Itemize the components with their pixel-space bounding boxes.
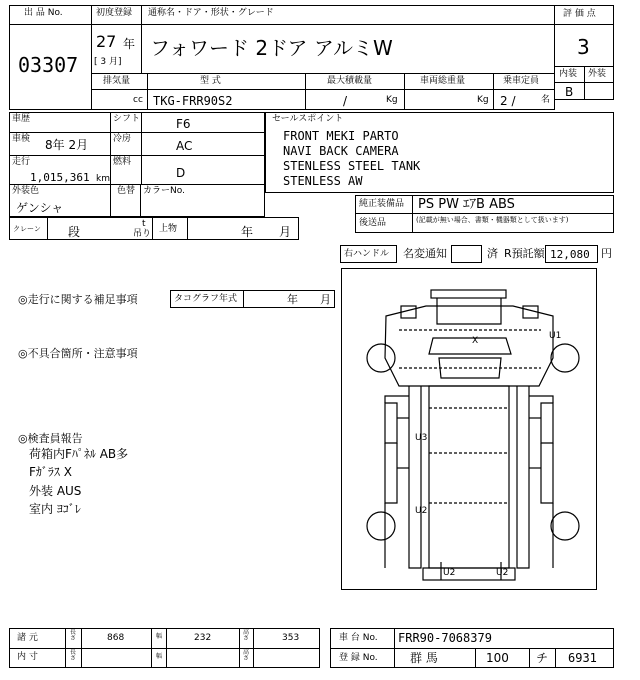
tachograph-label: タコグラフ年式 [174,294,238,304]
history-label: 車歴 [12,114,31,124]
shift-value: F6 [176,117,191,131]
tachograph-tsuki: 月 [320,293,331,306]
length-label: 長さ [69,629,76,642]
upper-body-tsuki: 月 [279,225,292,239]
inspector-report-label: ◎検査員報告 [18,432,83,445]
gross-weight-unit: Kg [477,95,489,105]
vehicle-name-label: 通称名・ドア・形状・グレード [148,8,274,18]
model-label: 型 式 [200,76,221,86]
damage-mark-u3: U3 [415,433,428,443]
crane-label: クレーン [13,225,41,233]
capacity-label: 乗車定員 [503,76,540,86]
sales-point-label: セールスポイント [272,114,344,124]
crane-dan: 段 [68,225,81,239]
upper-body-label: 上物 [159,224,178,234]
max-load-label: 最大積載量 [327,76,373,86]
length-label-inner: 長さ [69,649,76,662]
length-value: 868 [107,633,125,643]
options-value: PS PW ｴｱB ABS [418,197,515,212]
aftermarket-label: 後送品 [359,218,387,228]
chassis-label: 車 台 No. [339,633,378,643]
gross-weight-label: 車両総重量 [420,76,466,86]
inspection-label: 車検 [12,134,31,144]
sales-point-2: NAVI BACK CAMERA [283,144,399,158]
first-reg-month: [ 3 月] [94,57,122,67]
sales-point-4: STENLESS AW [283,174,363,188]
registration-class: 100 [486,651,509,665]
aftermarket-note: (記載が無い場合、書類・機器類として扱います) [416,216,569,224]
damage-mark-u2-side: U2 [415,506,428,516]
inner-dims-label: 内 寸 [17,652,38,662]
registration-number: 6931 [568,651,597,665]
height-value: 353 [282,633,300,643]
vehicle-name: フォワード 2ドア アルミW [150,36,393,60]
name-change-label: 名変通知 [403,247,447,260]
recycle-mark: 済 [487,247,498,260]
registration-kana: チ [536,651,549,665]
driving-notes-label: ◎走行に関する補足事項 [18,293,138,306]
ac-label: 冷房 [113,134,132,144]
crane-row [9,217,299,240]
yen-label: 円 [601,247,612,260]
score-label: 評 価 点 [563,9,596,19]
shift-label: シフト [113,114,141,124]
color-label: 外装色 [12,186,40,196]
interior-label: 内装 [559,69,578,79]
damage-mark-u1: U1 [549,331,562,341]
width-label-inner: 幅 [155,653,162,660]
mileage-value: 1,015,361 [30,171,90,184]
displacement-label: 排気量 [103,76,131,86]
sales-point-1: FRONT MEKI PARTO [283,129,399,143]
fuel-value: D [176,166,186,180]
steering-value: 右ハンドル [344,249,390,259]
inspector-line-1: 荷箱内Fﾊﾟﾈﾙ AB多 [29,447,129,461]
height-label: 高さ [242,629,249,642]
lot-label: 出 品 No. [24,8,63,18]
height-label-inner: 高さ [242,649,249,662]
mileage-label: 走行 [12,157,31,167]
cc-unit: cc [133,95,143,105]
inspection-value: 8年 2月 [45,138,89,152]
first-reg-label: 初度登録 [96,8,133,18]
capacity-value: 2 / [500,94,516,108]
color-no-label: カラーNo. [143,186,185,196]
damage-mark-x: X [472,336,479,346]
truck-outline-diagram [341,268,597,590]
inspector-line-4: 室内 ﾖｺﾞﾚ [29,502,81,516]
color-change-label: 色替 [117,186,136,196]
max-load-value: / [343,94,348,108]
width-label: 幅 [155,633,162,640]
upper-body-nen: 年 [241,225,254,239]
model-code: TKG-FRR90S2 [153,94,233,108]
recycle-label: R預託額 [504,247,545,260]
color-value: ゲンシャ [16,201,64,215]
registration-region: 群 馬 [410,651,438,665]
defects-label: ◎不具合箇所・注意事項 [18,347,138,360]
mileage-unit: km [96,174,110,184]
name-change-box [451,245,482,263]
first-reg-year: 27 [96,32,117,51]
score-value: 3 [577,35,590,59]
crane-tsuri: 吊り [133,229,152,239]
recycle-amount: 12,080 [550,248,590,261]
interior-grade: B [565,85,574,99]
chassis-number: FRR90-7068379 [398,631,492,645]
sales-point-3: STENLESS STEEL TANK [283,159,421,173]
tachograph-nen: 年 [287,293,298,306]
max-load-unit: Kg [386,95,398,105]
damage-mark-u2-rear-right: U2 [496,568,509,578]
first-reg-nen: 年 [123,37,136,51]
damage-mark-u2-rear-left: U2 [443,568,456,578]
ac-value: AC [176,139,193,153]
inspector-line-2: Fｶﾞﾗｽ X [29,465,72,479]
crane-t: t [142,219,146,229]
width-value: 232 [194,633,212,643]
capacity-unit: 名 [541,95,551,105]
specs-label: 諸 元 [17,633,38,643]
fuel-label: 燃料 [113,157,132,167]
lot-number: 03307 [18,53,79,77]
exterior-label: 外装 [588,69,607,79]
options-label: 純正装備品 [359,199,405,209]
inspector-line-3: 外装 AUS [29,484,82,498]
registration-label: 登 録 No. [339,653,378,663]
